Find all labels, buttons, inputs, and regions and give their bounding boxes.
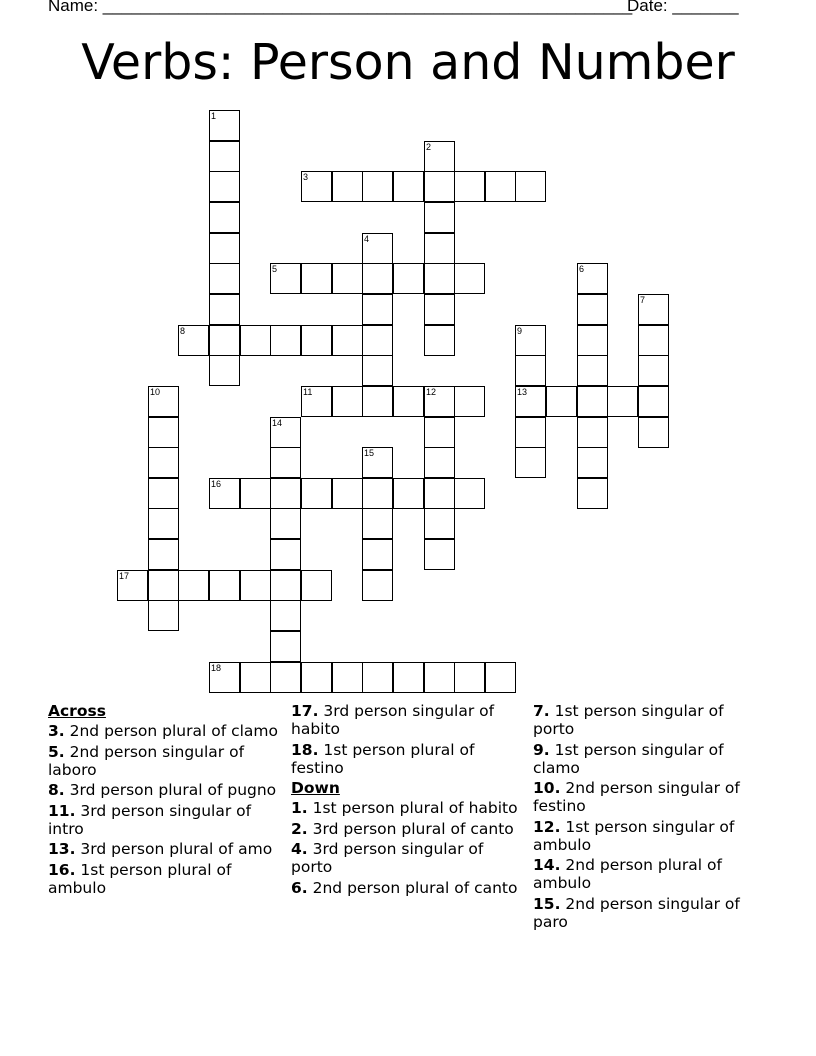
crossword-cell[interactable] — [270, 570, 301, 601]
crossword-cell[interactable] — [362, 539, 393, 570]
crossword-cell[interactable] — [424, 171, 455, 202]
crossword-cell[interactable] — [301, 325, 332, 356]
crossword-cell[interactable] — [209, 202, 240, 233]
crossword-cell[interactable] — [209, 110, 240, 141]
cell-number: 2 — [426, 142, 432, 152]
clue-number: 9. — [533, 740, 550, 759]
crossword-cell[interactable] — [209, 570, 240, 601]
across-heading: Across — [48, 702, 106, 720]
crossword-cell[interactable] — [638, 325, 669, 356]
crossword-cell[interactable] — [362, 478, 393, 509]
clue-text: 3rd person singular of porto — [291, 840, 484, 876]
clue-number: 14. — [533, 856, 561, 874]
cell-number: 15 — [364, 448, 375, 458]
crossword-cell[interactable] — [362, 386, 393, 417]
down-heading: Down — [291, 779, 340, 797]
clue-text: 3rd person singular of habito — [291, 702, 495, 738]
clue-across-13 — [48, 840, 283, 858]
crossword-cell[interactable] — [638, 355, 669, 386]
clue-across-5 — [48, 743, 283, 779]
cell-number: 9 — [517, 326, 523, 336]
cell-number: 14 — [272, 418, 283, 428]
crossword-cell[interactable] — [332, 478, 363, 509]
crossword-cell[interactable] — [577, 294, 608, 325]
cell-number: 6 — [579, 264, 585, 274]
cell-number: 4 — [364, 234, 370, 244]
crossword-cell[interactable] — [638, 417, 669, 448]
crossword-cell[interactable] — [577, 325, 608, 356]
cell-number: 10 — [150, 387, 161, 397]
crossword-cell[interactable] — [270, 662, 301, 693]
clue-down-15 — [533, 895, 768, 931]
crossword-cell[interactable] — [515, 355, 546, 386]
crossword-cell[interactable] — [332, 386, 363, 417]
crossword-cell[interactable] — [332, 662, 363, 693]
crossword-cell[interactable] — [148, 539, 179, 570]
crossword-cell[interactable] — [454, 263, 485, 294]
crossword-cell[interactable] — [209, 294, 240, 325]
cell-number: 18 — [211, 663, 222, 673]
clue-number: 18. — [291, 740, 319, 759]
clue-number: 13. — [48, 840, 76, 858]
cell-number: 3 — [303, 172, 309, 182]
crossword-cell[interactable] — [485, 171, 516, 202]
clue-text: 1st person plural of ambulo — [48, 860, 232, 897]
clue-down-6 — [291, 879, 526, 897]
crossword-cell[interactable] — [577, 447, 608, 478]
crossword-cell[interactable] — [424, 539, 455, 570]
crossword-cell[interactable] — [515, 447, 546, 478]
clue-text: 1st person plural of festino — [291, 740, 475, 777]
crossword-cell[interactable] — [393, 662, 424, 693]
crossword-cell[interactable] — [515, 417, 546, 448]
clue-number: 7. — [533, 702, 550, 720]
crossword-cell[interactable] — [515, 171, 546, 202]
crossword-cell[interactable] — [178, 570, 209, 601]
cell-number: 12 — [426, 387, 437, 397]
crossword-cell[interactable] — [148, 447, 179, 478]
crossword-cell[interactable] — [209, 263, 240, 294]
crossword-cell[interactable] — [424, 325, 455, 356]
clue-number: 15. — [533, 894, 561, 913]
crossword-cell[interactable] — [577, 386, 608, 417]
clue-across-17 — [291, 702, 526, 738]
clue-text: 1st person singular of ambulo — [533, 817, 735, 854]
crossword-cell[interactable] — [148, 508, 179, 539]
clue-across-16 — [48, 861, 283, 897]
crossword-cell[interactable] — [577, 478, 608, 509]
crossword-cell[interactable] — [424, 233, 455, 264]
cell-number: 8 — [180, 326, 186, 336]
crossword-cell[interactable] — [424, 202, 455, 233]
crossword-cell[interactable] — [301, 386, 332, 417]
crossword-cell[interactable] — [424, 478, 455, 509]
crossword-cell[interactable] — [424, 141, 455, 172]
cell-number: 7 — [640, 295, 646, 305]
clue-text: 2nd person singular of paro — [533, 894, 740, 931]
crossword-cell[interactable] — [362, 263, 393, 294]
crossword-cell[interactable] — [485, 662, 516, 693]
clue-text: 2nd person singular of laboro — [48, 742, 245, 779]
cell-number: 17 — [119, 571, 130, 581]
crossword-cell[interactable] — [577, 417, 608, 448]
crossword-cell[interactable] — [240, 662, 271, 693]
crossword-cell[interactable] — [301, 478, 332, 509]
clue-down-1 — [291, 799, 526, 817]
crossword-cell[interactable] — [424, 417, 455, 448]
crossword-cell[interactable] — [424, 386, 455, 417]
crossword-cell[interactable] — [424, 508, 455, 539]
clue-down-14 — [533, 856, 768, 892]
crossword-cell[interactable] — [454, 386, 485, 417]
crossword-cell[interactable] — [209, 355, 240, 386]
crossword-cell[interactable] — [424, 662, 455, 693]
clue-across-18 — [291, 741, 526, 777]
crossword-cell[interactable] — [362, 570, 393, 601]
crossword-cell[interactable] — [209, 325, 240, 356]
crossword-cell[interactable] — [362, 325, 393, 356]
clue-column-2 — [291, 702, 526, 899]
clue-number: 3. — [48, 722, 65, 740]
clue-text: 3rd person plural of pugno — [69, 781, 277, 799]
clue-text: 3rd person plural of canto — [312, 819, 514, 838]
clue-across-3 — [48, 722, 283, 740]
crossword-cell[interactable] — [301, 662, 332, 693]
crossword-cell[interactable] — [638, 294, 669, 325]
crossword-cell[interactable] — [362, 662, 393, 693]
crossword-cell[interactable] — [209, 478, 240, 509]
clue-number: 11. — [48, 801, 76, 820]
cell-number: 11 — [303, 387, 313, 397]
crossword-cell[interactable] — [332, 171, 363, 202]
clue-column-3 — [533, 702, 768, 933]
clue-number: 12. — [533, 817, 561, 836]
crossword-cell[interactable] — [424, 447, 455, 478]
crossword-cell[interactable] — [332, 325, 363, 356]
crossword-cell[interactable] — [240, 325, 271, 356]
clue-number: 2. — [291, 819, 308, 838]
clue-number: 17. — [291, 702, 319, 720]
crossword-cell[interactable] — [332, 263, 363, 294]
crossword-cell[interactable] — [270, 325, 301, 356]
clue-number: 1. — [291, 799, 308, 817]
clue-number: 8. — [48, 781, 65, 799]
crossword-cell[interactable] — [393, 478, 424, 509]
crossword-cell[interactable] — [209, 662, 240, 693]
clue-text: 3rd person plural of amo — [80, 840, 273, 858]
crossword-cell[interactable] — [270, 508, 301, 539]
crossword-cell[interactable] — [607, 386, 638, 417]
crossword-cell[interactable] — [117, 570, 148, 601]
clue-text: 1st person singular of porto — [533, 702, 724, 738]
crossword-cell[interactable] — [270, 263, 301, 294]
crossword-cell[interactable] — [546, 386, 577, 417]
clue-text: 2nd person plural of ambulo — [533, 856, 722, 892]
crossword-cell[interactable] — [454, 662, 485, 693]
page-title: Verbs: Person and Number — [81, 34, 735, 91]
clue-number: 10. — [533, 779, 561, 797]
clue-text: 1st person singular of clamo — [533, 740, 724, 777]
clue-text: 2nd person singular of festino — [533, 779, 740, 815]
crossword-cell[interactable] — [270, 631, 301, 662]
crossword-cell[interactable] — [240, 478, 271, 509]
crossword-cell[interactable] — [454, 478, 485, 509]
crossword-cell[interactable] — [393, 263, 424, 294]
crossword-cell[interactable] — [209, 141, 240, 172]
clue-down-7 — [533, 702, 768, 738]
clue-across-11 — [48, 802, 283, 838]
clue-number: 16. — [48, 860, 76, 879]
cell-number: 13 — [517, 387, 528, 397]
crossword-cell[interactable] — [270, 478, 301, 509]
date-field-label: Date: _______ — [627, 0, 739, 15]
clue-number: 4. — [291, 840, 308, 858]
crossword-cell[interactable] — [209, 233, 240, 264]
crossword-cell[interactable] — [393, 386, 424, 417]
cell-number: 5 — [272, 264, 278, 274]
crossword-cell[interactable] — [362, 171, 393, 202]
name-field-label: Name: ________________________________________________________ — [48, 0, 633, 15]
crossword-cell[interactable] — [301, 570, 332, 601]
clue-text: 2nd person plural of canto — [312, 878, 518, 897]
crossword-cell[interactable] — [424, 294, 455, 325]
crossword-cell[interactable] — [301, 171, 332, 202]
crossword-cell[interactable] — [240, 570, 271, 601]
crossword-cell[interactable] — [148, 478, 179, 509]
crossword-cell[interactable] — [454, 171, 485, 202]
crossword-cell[interactable] — [209, 171, 240, 202]
clue-number: 5. — [48, 742, 65, 761]
clue-text: 2nd person plural of clamo — [69, 722, 278, 740]
crossword-cell[interactable] — [577, 355, 608, 386]
crossword-cell[interactable] — [362, 508, 393, 539]
crossword-cell[interactable] — [362, 447, 393, 478]
clue-down-12 — [533, 818, 768, 854]
crossword-cell[interactable] — [424, 263, 455, 294]
crossword-cell[interactable] — [270, 417, 301, 448]
crossword-cell[interactable] — [515, 386, 546, 417]
crossword-cell[interactable] — [148, 570, 179, 601]
crossword-cell[interactable] — [148, 417, 179, 448]
clue-across-8 — [48, 781, 283, 799]
crossword-cell[interactable] — [362, 294, 393, 325]
crossword-cell[interactable] — [362, 233, 393, 264]
clue-number: 6. — [291, 878, 308, 897]
crossword-cell[interactable] — [270, 600, 301, 631]
clue-down-4 — [291, 840, 526, 876]
cell-number: 1 — [211, 111, 217, 121]
crossword-cell[interactable] — [362, 355, 393, 386]
crossword-cell[interactable] — [577, 263, 608, 294]
crossword-cell[interactable] — [638, 386, 669, 417]
clue-column-1 — [48, 702, 283, 899]
clue-text: 1st person plural of habito — [312, 799, 518, 817]
crossword-cell[interactable] — [270, 447, 301, 478]
crossword-cell[interactable] — [270, 539, 301, 570]
clue-down-2 — [291, 820, 526, 838]
crossword-cell[interactable] — [148, 600, 179, 631]
clue-down-9 — [533, 741, 768, 777]
crossword-cell[interactable] — [148, 386, 179, 417]
crossword-cell[interactable] — [515, 325, 546, 356]
crossword-cell[interactable] — [178, 325, 209, 356]
clue-text: 3rd person singular of intro — [48, 801, 252, 838]
crossword-cell[interactable] — [393, 171, 424, 202]
cell-number: 16 — [211, 479, 222, 489]
crossword-cell[interactable] — [301, 263, 332, 294]
clue-down-10 — [533, 779, 768, 815]
